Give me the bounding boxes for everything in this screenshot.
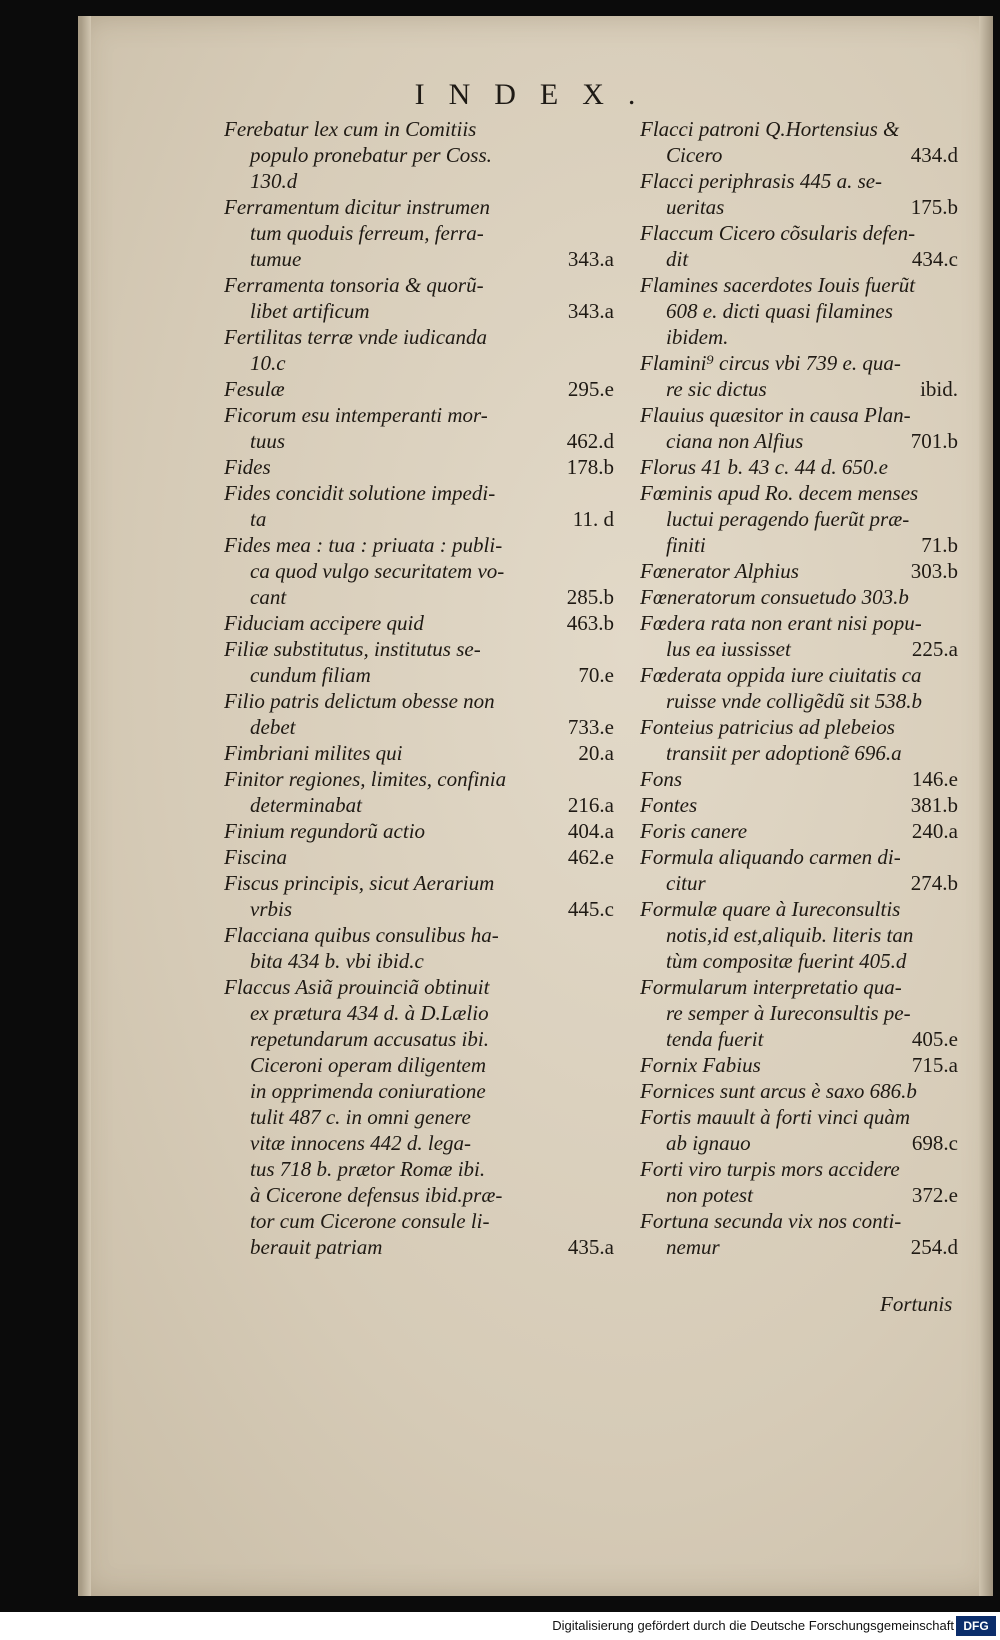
entry-text: cant bbox=[250, 585, 287, 609]
entry-line bbox=[224, 818, 614, 844]
page-reference: 381.b bbox=[910, 793, 958, 817]
entry-text: lus ea iussisset bbox=[666, 637, 791, 661]
page-reference: 462.e bbox=[567, 845, 614, 869]
index-entry bbox=[640, 480, 958, 558]
entry-line bbox=[640, 636, 958, 662]
entry-line bbox=[224, 740, 614, 766]
index-entry bbox=[224, 532, 614, 610]
page-reference: 701.b bbox=[910, 429, 958, 453]
entry-line: notis,id est,aliquib. literis tan bbox=[666, 923, 914, 947]
entry-line: Fertilitas terræ vnde iudicanda bbox=[224, 325, 488, 349]
entry-line bbox=[640, 142, 958, 168]
entry-text: Fiduciam accipere quid bbox=[224, 611, 424, 635]
entry-line: Finitor regiones, limites, confinia bbox=[224, 767, 507, 791]
index-entry bbox=[224, 272, 614, 324]
entry-line bbox=[224, 428, 614, 454]
entry-line: Fœneratorum consuetudo 303.b bbox=[640, 585, 909, 609]
index-entry bbox=[640, 1208, 958, 1260]
entry-line: Flacci patroni Q.Hortensius & bbox=[640, 117, 900, 141]
entry-line bbox=[640, 1130, 958, 1156]
index-entry bbox=[224, 402, 614, 454]
entry-text: libet artificum bbox=[250, 299, 370, 323]
entry-line: re semper à Iureconsultis pe- bbox=[666, 1001, 911, 1025]
page-reference: 146.e bbox=[911, 767, 958, 791]
page-reference: 70.e bbox=[578, 663, 614, 687]
page-reference: 71.b bbox=[921, 533, 958, 557]
index-entry bbox=[224, 688, 614, 740]
entry-text: Fesulæ bbox=[224, 377, 285, 401]
index-entry bbox=[224, 974, 614, 1260]
index-entry bbox=[640, 454, 958, 480]
page-gutter bbox=[81, 16, 91, 1596]
entry-line bbox=[224, 792, 614, 818]
page-edge bbox=[979, 16, 993, 1596]
entry-line: Fides concidit solutione impedi- bbox=[224, 481, 496, 505]
entry-text: Fides bbox=[224, 455, 271, 479]
entry-line: Fortuna secunda vix nos conti- bbox=[640, 1209, 902, 1233]
entry-line bbox=[640, 246, 958, 272]
entry-line: à Cicerone defensus ibid.præ- bbox=[250, 1183, 503, 1207]
entry-line: Ciceroni operam diligentem bbox=[250, 1053, 487, 1077]
entry-text: Fimbriani milites qui bbox=[224, 741, 403, 765]
entry-line: Ferramentum dicitur instrumen bbox=[224, 195, 490, 219]
entry-line bbox=[640, 1026, 958, 1052]
index-entry bbox=[224, 922, 614, 974]
entry-line: Fonteius patricius ad plebeios bbox=[640, 715, 895, 739]
entry-text: re sic dictus bbox=[666, 377, 767, 401]
entry-text: nemur bbox=[666, 1235, 720, 1259]
entry-text: debet bbox=[250, 715, 296, 739]
entry-line bbox=[224, 584, 614, 610]
entry-line bbox=[224, 376, 614, 402]
entry-line: tor cum Cicerone consule li- bbox=[250, 1209, 490, 1233]
index-entry bbox=[224, 324, 614, 376]
entry-line: Formula aliquando carmen di- bbox=[640, 845, 901, 869]
catchword: Fortunis bbox=[880, 1292, 953, 1316]
index-entry bbox=[640, 350, 958, 402]
index-entry bbox=[224, 480, 614, 532]
entry-line: luctui peragendo fuerũt præ- bbox=[666, 507, 910, 531]
page-reference: 434.d bbox=[910, 143, 958, 167]
entry-text: citur bbox=[666, 871, 706, 895]
page-reference: 225.a bbox=[911, 637, 958, 661]
entry-line: tus 718 b. prætor Romæ ibi. bbox=[250, 1157, 486, 1181]
page-reference: 463.b bbox=[566, 611, 614, 635]
entry-line bbox=[224, 246, 614, 272]
index-entry bbox=[224, 766, 614, 818]
entry-line: tum quoduis ferreum, ferra- bbox=[250, 221, 484, 245]
entry-line bbox=[640, 1234, 958, 1260]
page-reference: 216.a bbox=[567, 793, 614, 817]
index-entry bbox=[640, 766, 958, 792]
entry-line: Ferebatur lex cum in Comitiis bbox=[224, 117, 477, 141]
page-reference: ibid. bbox=[920, 377, 958, 401]
index-entry bbox=[640, 1052, 958, 1078]
page-reference: 435.a bbox=[567, 1235, 614, 1259]
entry-line: Fœminis apud Ro. decem menses bbox=[640, 481, 919, 505]
page-reference: 11. d bbox=[572, 507, 614, 531]
index-entry bbox=[640, 818, 958, 844]
entry-line bbox=[224, 610, 614, 636]
entry-line bbox=[640, 428, 958, 454]
index-entry bbox=[640, 1104, 958, 1156]
entry-text: cundum filiam bbox=[250, 663, 371, 687]
entry-line bbox=[640, 376, 958, 402]
entry-line: Flacciana quibus consulibus ha- bbox=[224, 923, 499, 947]
page-reference: 698.c bbox=[911, 1131, 958, 1155]
entry-line bbox=[224, 844, 614, 870]
entry-line bbox=[640, 818, 958, 844]
entry-line: transiit per adoptionẽ 696.a bbox=[666, 741, 902, 765]
entry-line bbox=[224, 1234, 614, 1260]
index-entry bbox=[640, 844, 958, 896]
entry-text: Foris canere bbox=[640, 819, 748, 843]
entry-text: non potest bbox=[666, 1183, 753, 1207]
page-reference: 462.d bbox=[566, 429, 614, 453]
entry-line: vitæ innocens 442 d. lega- bbox=[250, 1131, 472, 1155]
entry-line bbox=[640, 766, 958, 792]
index-entry bbox=[640, 168, 958, 220]
entry-text: ta bbox=[250, 507, 267, 531]
entry-line: repetundarum accusatus ibi. bbox=[250, 1027, 489, 1051]
entry-line: Formularum interpretatio qua- bbox=[640, 975, 902, 999]
entry-line: Forti viro turpis mors accidere bbox=[640, 1157, 900, 1181]
entry-text: berauit patriam bbox=[250, 1235, 383, 1259]
entry-text: tumue bbox=[250, 247, 302, 271]
entry-line: bita 434 b. vbi ibid.c bbox=[250, 949, 424, 973]
page-reference: 343.a bbox=[567, 247, 614, 271]
footer-bar bbox=[0, 1612, 1000, 1640]
entry-line bbox=[640, 194, 958, 220]
entry-line: Fornices sunt arcus è saxo 686.b bbox=[640, 1079, 917, 1103]
entry-line bbox=[224, 714, 614, 740]
index-entry bbox=[640, 116, 958, 168]
index-entry bbox=[224, 870, 614, 922]
dfg-logo: DFG bbox=[956, 1616, 996, 1636]
entry-line: Filiæ substitutus, institutus se- bbox=[224, 637, 481, 661]
entry-text: ab ignauo bbox=[666, 1131, 751, 1155]
entry-text: ueritas bbox=[666, 195, 725, 219]
entry-line: ca quod vulgo securitatem vo- bbox=[250, 559, 505, 583]
page-reference: 715.a bbox=[911, 1053, 958, 1077]
entry-line: ex prætura 434 d. à D.Lælio bbox=[250, 1001, 489, 1025]
entry-line bbox=[224, 896, 614, 922]
entry-line bbox=[640, 558, 958, 584]
page-reference: 404.a bbox=[567, 819, 614, 843]
page-reference: 175.b bbox=[910, 195, 958, 219]
entry-line bbox=[640, 532, 958, 558]
index-entry bbox=[224, 844, 614, 870]
entry-line: Fœderata oppida iure ciuitatis ca bbox=[640, 663, 922, 687]
page-reference: 343.a bbox=[567, 299, 614, 323]
page-title: INDEX. bbox=[414, 78, 660, 111]
entry-line bbox=[640, 1052, 958, 1078]
index-entry bbox=[224, 454, 614, 480]
entry-text: vrbis bbox=[250, 897, 292, 921]
page-reference: 240.a bbox=[911, 819, 958, 843]
page-reference: 295.e bbox=[567, 377, 614, 401]
entry-line: Formulæ quare à Iureconsultis bbox=[640, 897, 901, 921]
index-entry bbox=[640, 402, 958, 454]
index-entry bbox=[640, 662, 958, 714]
entry-line bbox=[224, 506, 614, 532]
entry-line: ruisse vnde colligẽdũ sit 538.b bbox=[666, 689, 923, 713]
entry-line: 10.c bbox=[250, 351, 286, 375]
index-entry bbox=[640, 792, 958, 818]
page-reference: 254.d bbox=[910, 1235, 958, 1259]
page-reference: 445.c bbox=[567, 897, 614, 921]
entry-line: Flaccum Cicero cõsularis defen- bbox=[640, 221, 916, 245]
entry-line: Fœdera rata non erant nisi popu- bbox=[640, 611, 922, 635]
index-entry bbox=[640, 220, 958, 272]
index-entry bbox=[640, 584, 958, 610]
index-entry bbox=[640, 714, 958, 766]
entry-line bbox=[640, 792, 958, 818]
page-reference: 372.e bbox=[911, 1183, 958, 1207]
entry-line bbox=[224, 454, 614, 480]
entry-text: Fornix Fabius bbox=[640, 1053, 761, 1077]
entry-line: Filio patris delictum obesse non bbox=[224, 689, 495, 713]
page-reference: 285.b bbox=[566, 585, 614, 609]
index-entry bbox=[224, 740, 614, 766]
entry-text: finiti bbox=[666, 533, 706, 557]
index-entry bbox=[640, 558, 958, 584]
page-reference: 405.e bbox=[911, 1027, 958, 1051]
index-entry bbox=[224, 610, 614, 636]
entry-line: populo pronebatur per Coss. bbox=[250, 143, 492, 167]
entry-text: Fontes bbox=[640, 793, 698, 817]
index-entry bbox=[640, 1078, 958, 1104]
entry-line bbox=[224, 298, 614, 324]
entry-line: Fiscus principis, sicut Aerarium bbox=[224, 871, 495, 895]
entry-line bbox=[640, 870, 958, 896]
entry-text: tenda fuerit bbox=[666, 1027, 764, 1051]
index-entry bbox=[224, 116, 614, 194]
page-reference: 434.c bbox=[911, 247, 958, 271]
entry-line: Flauius quæsitor in causa Plan- bbox=[640, 403, 911, 427]
entry-line: Ferramenta tonsoria & quorũ- bbox=[224, 273, 484, 297]
index-entry bbox=[224, 636, 614, 688]
entry-line: Fortis mauult à forti vinci quàm bbox=[640, 1105, 911, 1129]
index-column-right bbox=[640, 116, 958, 1260]
entry-line: in opprimenda coniuratione bbox=[250, 1079, 486, 1103]
page-reference: 733.e bbox=[567, 715, 614, 739]
index-entry bbox=[640, 1156, 958, 1208]
entry-text: tuus bbox=[250, 429, 286, 453]
entry-line: Flaccus Asiã prouinciã obtinuit bbox=[224, 975, 490, 999]
index-entry bbox=[640, 272, 958, 350]
index-entry bbox=[224, 376, 614, 402]
index-column-left bbox=[224, 116, 614, 1260]
index-entry bbox=[640, 610, 958, 662]
entry-line: Flamines sacerdotes Iouis fuerũt bbox=[640, 273, 916, 297]
entry-line: Flamini⁹ circus vbi 739 e. qua- bbox=[640, 351, 901, 375]
entry-text: Finium regundorũ actio bbox=[224, 819, 426, 843]
page-reference: 303.b bbox=[910, 559, 958, 583]
entry-text: dit bbox=[666, 247, 689, 271]
entry-line: 130.d bbox=[250, 169, 298, 193]
entry-text: Fons bbox=[640, 767, 682, 791]
entry-line: tùm compositæ fuerint 405.d bbox=[666, 949, 907, 973]
entry-line: ibidem. bbox=[666, 325, 729, 349]
page-reference: 274.b bbox=[910, 871, 958, 895]
index-entry bbox=[224, 194, 614, 272]
entry-text: Fiscina bbox=[224, 845, 287, 869]
index-entry bbox=[640, 974, 958, 1052]
index-entry bbox=[640, 896, 958, 974]
entry-line: Ficorum esu intemperanti mor- bbox=[224, 403, 488, 427]
entry-line: Flacci periphrasis 445 a. se- bbox=[640, 169, 883, 193]
entry-text: Fœnerator Alphius bbox=[640, 559, 799, 583]
entry-line: Florus 41 b. 43 c. 44 d. 650.e bbox=[640, 455, 888, 479]
entry-text: ciana non Alfius bbox=[666, 429, 804, 453]
funding-notice: Digitalisierung gefördert durch die Deutsche Forschungsgemeinschaft bbox=[552, 1618, 954, 1633]
entry-line: 608 e. dicti quasi filamines bbox=[666, 299, 893, 323]
entry-text: Cicero bbox=[666, 143, 723, 167]
entry-text: determinabat bbox=[250, 793, 362, 817]
index-entry bbox=[224, 818, 614, 844]
entry-line bbox=[224, 662, 614, 688]
entry-line: Fides mea : tua : priuata : publi- bbox=[224, 533, 503, 557]
page-reference: 178.b bbox=[566, 455, 614, 479]
page-reference: 20.a bbox=[578, 741, 614, 765]
entry-line bbox=[640, 1182, 958, 1208]
entry-line: tulit 487 c. in omni genere bbox=[250, 1105, 471, 1129]
